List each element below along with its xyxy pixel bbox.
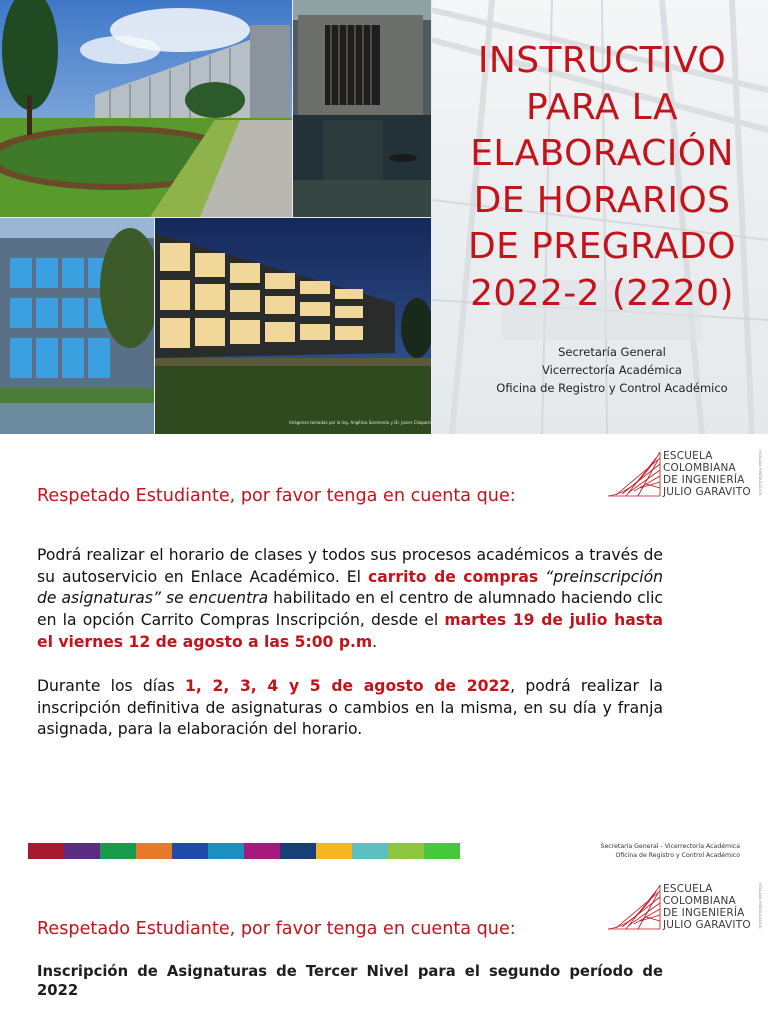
color-stripe [28, 843, 460, 859]
subtitle-line: Secretaría General [558, 345, 666, 359]
logo-mark-icon [606, 881, 662, 933]
p2-text-1: Durante los días [37, 677, 186, 695]
logo-mark-icon [606, 448, 662, 500]
p1-cart-link-text: carrito de compras [367, 567, 539, 586]
color-stripe-segment [64, 843, 100, 859]
cover-title-line: PARA LA [526, 86, 678, 128]
logo-line: JULIO GARAVITO [663, 919, 751, 931]
cover-title-line: ELABORACIÓN [470, 133, 734, 174]
cover-title-panel [432, 0, 768, 434]
slide-footer [601, 843, 740, 860]
footer-line: Oficina de Registro y Control Académico [615, 851, 740, 859]
glass-building-photo [0, 218, 154, 434]
color-stripe-segment [28, 843, 64, 859]
p1-text-1: Podrá realizar el horario de clases y todos sus procesos académicos a través de su autoservicio en Enlace Académico. El [37, 546, 663, 586]
school-logo [606, 448, 768, 504]
footer-line: Secretaría General - Vicerrectoría Académica [600, 843, 740, 850]
building-pond-photo [293, 0, 431, 217]
p1-text-2: habilitado en el centro de alumnado haciendo clic en la opción Carrito Compras Inscripción, desde el [37, 589, 663, 630]
p2-text-2: , podrá realizar la inscripción definitiva de asignaturas o cambios en la misma, en su día y franja asignada, para la elaboración del horario. [37, 677, 663, 739]
cover-title-line: INSTRUCTIVO [477, 40, 727, 81]
p1-period: . [372, 632, 378, 651]
color-stripe-segment [100, 843, 136, 859]
notice-heading: Respetado Estudiante, por favor tenga en cuenta que: [37, 486, 516, 506]
subtitle-line: Oficina de Registro y Control Académico [496, 381, 728, 395]
school-logo [606, 881, 768, 937]
paragraph-enlace [37, 545, 663, 654]
logo-line: COLOMBIANA [663, 462, 736, 474]
logo-line: ESCUELA [663, 883, 713, 895]
logo-vertical-text: VIGILADA MINEDUCACIÓN [758, 450, 762, 496]
color-stripe-segment [136, 843, 172, 859]
color-stripe-segment [316, 843, 352, 859]
logo-line: COLOMBIANA [663, 895, 736, 907]
p1-italic-text: “preinscripción de asignaturas” se encuentra [37, 567, 664, 608]
logo-text [663, 450, 751, 498]
logo-line: ESCUELA [663, 450, 713, 462]
cover-subtitle [462, 343, 762, 397]
cover-title [436, 38, 768, 317]
campus-lawn-photo [0, 0, 292, 217]
subtitle-line: Vicerrectoría Académica [542, 363, 682, 377]
color-stripe-segment [280, 843, 316, 859]
paragraph-inscripcion [37, 676, 663, 741]
cover-title-line: 2022-2 (2220) [470, 272, 734, 314]
cover-title-line: DE PREGRADO [468, 226, 736, 267]
cover-title-line: DE HORARIOS [473, 179, 731, 221]
color-stripe-segment [172, 843, 208, 859]
logo-line: JULIO GARAVITO [663, 486, 751, 498]
photo-credit: Imágenes tomadas por la Ing. Angélica Sarmiento y Dr. Javier Chaparro [289, 420, 432, 425]
color-stripe-segment [424, 843, 460, 859]
color-stripe-segment [352, 843, 388, 859]
third-level-subheading: Inscripción de Asignaturas de Tercer Nivel para el segundo período de 2022 [37, 963, 663, 999]
cover-slide [0, 0, 768, 434]
p1-date-range: martes 19 de julio hasta el viernes 12 de agosto a las 5:00 p.m [37, 611, 663, 651]
color-stripe-segment [244, 843, 280, 859]
color-stripe-segment [388, 843, 424, 859]
notice-slide [0, 434, 768, 859]
color-stripe-segment [208, 843, 244, 859]
logo-vertical-text: VIGILADA MINEDUCACIÓN [758, 883, 762, 929]
third-slide-heading: Respetado Estudiante, por favor tenga en cuenta que: [37, 919, 516, 939]
night-building-photo [155, 218, 431, 434]
logo-line: DE INGENIERÍA [663, 474, 745, 486]
logo-text [663, 883, 751, 931]
third-level-slide [0, 859, 768, 1024]
p2-dates: 1, 2, 3, 4 y 5 de agosto de 2022 [185, 677, 511, 695]
logo-line: DE INGENIERÍA [663, 907, 745, 919]
